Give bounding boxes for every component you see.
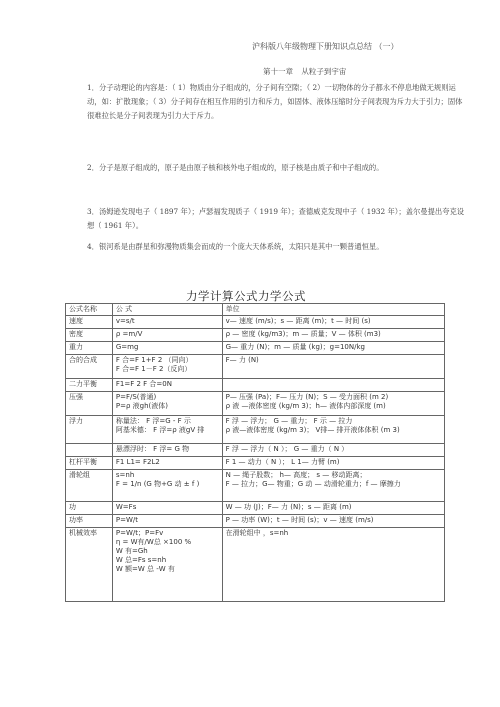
unit-cell: F 浮 — 浮力（ N ）； G — 重力（ N ） xyxy=(222,444,444,457)
table-row xyxy=(66,470,445,502)
table-row xyxy=(66,457,445,470)
table-row xyxy=(66,355,445,379)
formula-table xyxy=(65,303,445,602)
table-header-row xyxy=(66,304,445,316)
formula-name-cell: 合的合成 xyxy=(66,355,113,379)
table-row xyxy=(66,515,445,528)
unit-cell: ρ — 密度 (kg/m3)；m — 质量；V — 体积 (m3) xyxy=(222,329,444,342)
formula-cell: F1=F 2 F 合=0N xyxy=(112,379,222,392)
formula-name-cell: 速度 xyxy=(66,316,113,329)
unit-cell: F— 力 (N) xyxy=(222,355,444,379)
table-row xyxy=(66,342,445,355)
formula-cell: F 合=F 1+F 2 （同向） F 合=F 1－F 2（反向） xyxy=(112,355,222,379)
formula-name-cell: 杠杆平衡 xyxy=(66,457,113,470)
table-row xyxy=(66,502,445,515)
table-row xyxy=(66,379,445,392)
paragraph-1: 1．分子动理论的内容是：（ 1）物质由分子组成的，分子间有空隙；（ 2）一切物体的分子都永不停息地做无规则运动，如：扩散现象；（ 3）分子间存在相互作用的引力和斥力，如固体、液体压缩时分子间表现为斥力大于引力；固体很难拉长是分子间表现为引力大于斥力。 xyxy=(87,83,463,120)
formula-name-cell: 机械效率 xyxy=(66,528,113,602)
paragraph-3: 3．汤姆逊发现电子（ 1897 年）；卢瑟福发现质子（ 1919 年）；查德威克发现中子（ 1932 年）；盖尔曼提出夸克设想（ 1961 年）。 xyxy=(87,207,465,230)
unit-cell: P— 压强 (Pa)；F— 压力 (N)；S — 受力面积 (m 2) ρ 液 —液体密度 (kg/m 3)；h— 液体内部深度 (m) xyxy=(222,392,444,416)
formula-name-cell: 二力平衡 xyxy=(66,379,113,392)
table-row xyxy=(66,329,445,342)
formula-table-title: 力学计算公式力学公式 xyxy=(186,289,306,303)
unit-cell: F 浮 — 浮力； G — 重力； F 示 — 拉力 ρ 液—液体密度 (kg/m 3)； V排— 排开液体体积 (m 3) xyxy=(222,416,444,444)
table-row xyxy=(66,444,445,457)
unit-cell: W — 功 (J)；F— 力 (N)；s — 距离 (m) xyxy=(222,502,444,515)
formula-name-cell: 压强 xyxy=(66,392,113,416)
formula-name-cell: 浮力 xyxy=(66,416,113,444)
formula-name-cell: 密度 xyxy=(66,329,113,342)
formula-cell: G=mg xyxy=(112,342,222,355)
unit-cell xyxy=(222,379,444,392)
formula-cell: 悬漂浮时： F 浮= G 物 xyxy=(112,444,222,457)
formula-name-cell: 功 xyxy=(66,502,113,515)
formula-name-cell: 功率 xyxy=(66,515,113,528)
formula-cell: P=W/t；P=Fv η = W有/W总 ×100 % W 有=Gh W 总=Fs s=nh W 额=W 总 -W 有 xyxy=(112,528,222,602)
formula-name-cell xyxy=(66,444,113,457)
formula-cell: F1 L1= F2L2 xyxy=(112,457,222,470)
unit-cell: P — 功率 (W)；t — 时间 (s)；v — 速度 (m/s) xyxy=(222,515,444,528)
formula-cell: v=s/t xyxy=(112,316,222,329)
table-row xyxy=(66,528,445,602)
table-row xyxy=(66,416,445,444)
header-formula: 公 式 xyxy=(112,304,222,316)
table-row xyxy=(66,316,445,329)
table-body xyxy=(66,316,445,602)
header-unit: 单位 xyxy=(222,304,444,316)
paragraph-4: 4．银河系是由群星和弥漫物质集会而成的一个庞大天体系统，太阳只是其中一颗普通恒星。 xyxy=(87,242,384,251)
unit-cell: F 1 — 动力（ N ）； L 1— 力臂 (m) xyxy=(222,457,444,470)
unit-cell: N — 绳子股数； h— 高度； s — 移动距离； F — 拉力；G— 物重；G 动 — 动滑轮重力；f — 摩擦力 xyxy=(222,470,444,502)
formula-cell: P=W/t xyxy=(112,515,222,528)
formula-name-cell: 重力 xyxy=(66,342,113,355)
chapter-title: 第十一章 从粒子到宇宙 xyxy=(263,67,347,76)
unit-cell: 在滑轮组中 ，s=nh xyxy=(222,528,444,602)
unit-cell: G— 重力 (N)；m — 质量 (kg)；g=10N/kg xyxy=(222,342,444,355)
formula-cell: 称量法： F 浮=G - F 示 阿基米德： F 浮=ρ 液gV 排 xyxy=(112,416,222,444)
header-formula-name: 公式名称 xyxy=(66,304,113,316)
formula-cell: W=Fs xyxy=(112,502,222,515)
formula-name-cell: 滑轮组 xyxy=(66,470,113,502)
formula-cell: P=F/S(普通) P=ρ 液gh(液体) xyxy=(112,392,222,416)
page-header: 沪科版八年级物理下册知识点总结 （一） xyxy=(252,42,399,51)
formula-cell: ρ =m/V xyxy=(112,329,222,342)
unit-cell: v— 速度 (m/s)；s — 距离 (m)；t — 时间 (s) xyxy=(222,316,444,329)
formula-cell: s=nh F = 1/n (G 物+G 动 ± f ) xyxy=(112,470,222,502)
table-row xyxy=(66,392,445,416)
paragraph-2: 2．分子是原子组成的，原子是由原子核和核外电子组成的，原子核是由质子和中子组成的。 xyxy=(87,163,384,172)
